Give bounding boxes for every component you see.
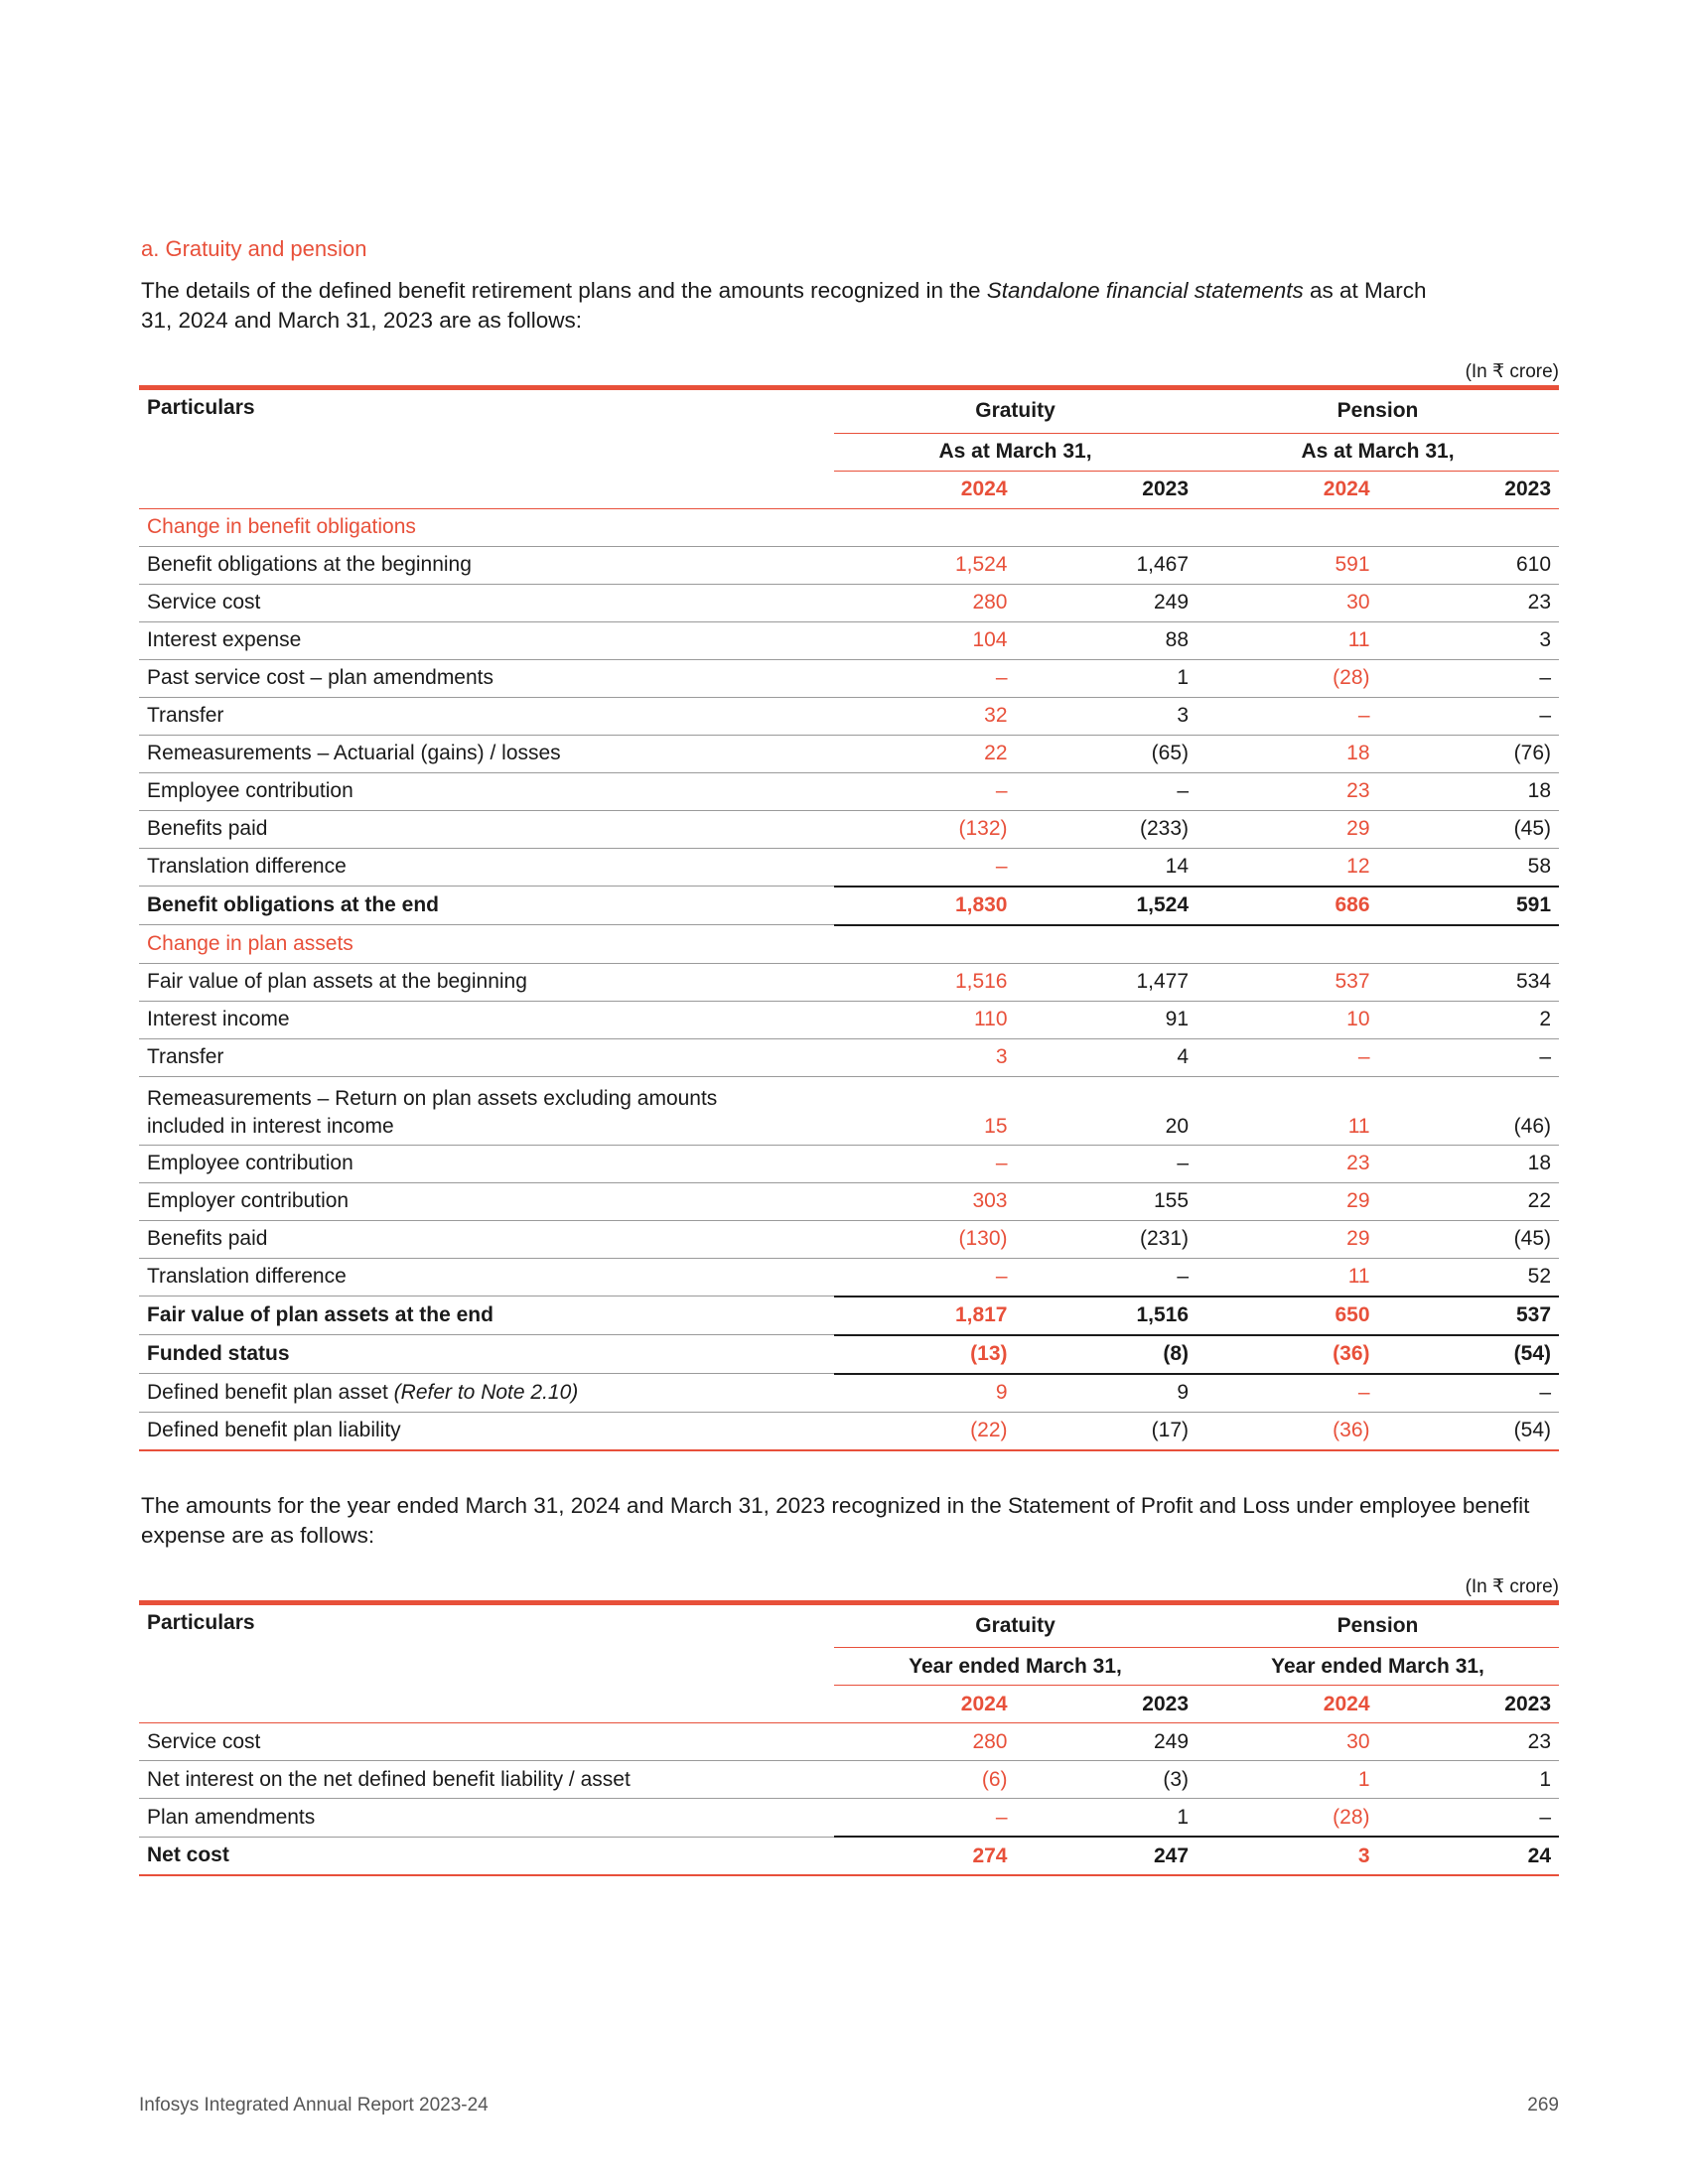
- row-label: [139, 1001, 834, 1038]
- table-row: [139, 1258, 1559, 1297]
- value-cell: 32: [834, 697, 1016, 735]
- value-cell: –: [1378, 1374, 1560, 1413]
- value-cell: [1016, 925, 1197, 964]
- table-row: [139, 1799, 1559, 1838]
- row-label-text: Defined benefit plan asset: [147, 1380, 394, 1404]
- value-cell: 3: [1196, 1837, 1378, 1875]
- row-label-text: Funded status: [147, 1342, 290, 1365]
- value-cell: 2: [1378, 1001, 1560, 1038]
- value-cell: 11: [1196, 1258, 1378, 1297]
- value-cell: –: [834, 659, 1016, 697]
- value-cell: –: [1016, 772, 1197, 810]
- value-cell: 591: [1196, 546, 1378, 584]
- value-cell: 30: [1196, 584, 1378, 621]
- value-cell: 1,524: [1016, 887, 1197, 925]
- table-row: [139, 848, 1559, 887]
- value-cell: (54): [1378, 1412, 1560, 1450]
- value-cell: 1,516: [1016, 1297, 1197, 1335]
- row-label: [139, 1335, 834, 1374]
- row-label: [139, 1799, 834, 1838]
- value-cell: –: [1378, 659, 1560, 697]
- intro-text-2: as at March 31, 2024 and March 31, 2023 are as follows:: [141, 278, 1427, 333]
- value-cell: 9: [1016, 1374, 1197, 1413]
- value-cell: (8): [1016, 1335, 1197, 1374]
- value-cell: 1,477: [1016, 963, 1197, 1001]
- row-label: [139, 887, 834, 925]
- value-cell: 11: [1196, 1076, 1378, 1145]
- sub-gratuity: Year ended March 31,: [834, 1648, 1196, 1686]
- value-cell: 24: [1378, 1837, 1560, 1875]
- row-label: [139, 697, 834, 735]
- row-label: [139, 1374, 834, 1413]
- row-label: [139, 1076, 834, 1145]
- row-label: [139, 1038, 834, 1076]
- value-cell: 11: [1196, 621, 1378, 659]
- value-cell: 1,516: [834, 963, 1016, 1001]
- value-cell: 23: [1196, 1145, 1378, 1182]
- row-label-text: Benefit obligations at the beginning: [147, 553, 472, 576]
- year-header: 2024: [1196, 471, 1378, 508]
- value-cell: –: [1016, 1145, 1197, 1182]
- value-cell: 1,467: [1016, 546, 1197, 584]
- value-cell: 610: [1378, 546, 1560, 584]
- intro-text-1: The details of the defined benefit retirement plans and the amounts recognized in the: [141, 278, 987, 303]
- table-row: [139, 1220, 1559, 1258]
- header-spacer: [139, 1648, 834, 1686]
- value-cell: 91: [1016, 1001, 1197, 1038]
- value-cell: (22): [834, 1412, 1016, 1450]
- value-cell: 247: [1016, 1837, 1197, 1875]
- row-label-text: Remeasurements – Return on plan assets excluding amounts: [147, 1086, 718, 1110]
- value-cell: 88: [1016, 621, 1197, 659]
- value-cell: 1: [1016, 659, 1197, 697]
- value-cell: 537: [1196, 963, 1378, 1001]
- year-header: 2024: [1196, 1686, 1378, 1723]
- section-title: a. Gratuity and pension: [141, 236, 367, 261]
- value-cell: –: [1378, 1038, 1560, 1076]
- net-cost-table: [139, 1600, 1559, 1877]
- category-row: [139, 508, 1559, 546]
- value-cell: (36): [1196, 1335, 1378, 1374]
- row-label-text: Transfer: [147, 1045, 224, 1068]
- value-cell: (132): [834, 810, 1016, 848]
- value-cell: [1378, 508, 1560, 546]
- table-row: [139, 584, 1559, 621]
- row-label-text: Service cost: [147, 591, 261, 614]
- value-cell: (46): [1378, 1076, 1560, 1145]
- value-cell: 9: [834, 1374, 1016, 1413]
- value-cell: 1: [1378, 1761, 1560, 1799]
- row-label: [139, 1145, 834, 1182]
- value-cell: (28): [1196, 659, 1378, 697]
- value-cell: [834, 925, 1016, 964]
- table-row: [139, 1182, 1559, 1220]
- year-header: 2024: [834, 471, 1016, 508]
- value-cell: (13): [834, 1335, 1016, 1374]
- row-label: [139, 963, 834, 1001]
- row-label-text: Fair value of plan assets at the end: [147, 1303, 493, 1326]
- value-cell: (17): [1016, 1412, 1197, 1450]
- row-label: [139, 546, 834, 584]
- footer-report-title: Infosys Integrated Annual Report 2023-24: [139, 2095, 489, 2116]
- header-spacer: [139, 433, 834, 471]
- value-cell: 249: [1016, 1723, 1197, 1761]
- row-label-text: Benefits paid: [147, 1227, 268, 1250]
- sub-pension: Year ended March 31,: [1196, 1648, 1559, 1686]
- row-label: [139, 621, 834, 659]
- table-row: [139, 1145, 1559, 1182]
- row-label-text: Interest income: [147, 1008, 290, 1030]
- value-cell: –: [1196, 1038, 1378, 1076]
- row-label: [139, 1837, 834, 1875]
- row-label: [139, 735, 834, 772]
- value-cell: 22: [1378, 1182, 1560, 1220]
- value-cell: 686: [1196, 887, 1378, 925]
- value-cell: 15: [834, 1076, 1016, 1145]
- row-label-text: Net interest on the net defined benefit liability / asset: [147, 1767, 631, 1791]
- value-cell: 18: [1378, 772, 1560, 810]
- value-cell: [1196, 925, 1378, 964]
- row-label: [139, 925, 834, 964]
- row-label-text: Change in benefit obligations: [147, 515, 416, 538]
- value-cell: 274: [834, 1837, 1016, 1875]
- value-cell: (45): [1378, 1220, 1560, 1258]
- value-cell: 12: [1196, 848, 1378, 887]
- col-particulars: Particulars: [139, 1602, 834, 1648]
- value-cell: (130): [834, 1220, 1016, 1258]
- table-row: [139, 1837, 1559, 1875]
- value-cell: 29: [1196, 810, 1378, 848]
- row-label-text: Change in plan assets: [147, 931, 353, 955]
- value-cell: 650: [1196, 1297, 1378, 1335]
- table-row: [139, 1038, 1559, 1076]
- group-gratuity: Gratuity: [834, 388, 1196, 434]
- row-label-text: Employer contribution: [147, 1189, 350, 1212]
- row-label-text: Plan amendments: [147, 1805, 316, 1829]
- value-cell: 3: [1378, 621, 1560, 659]
- value-cell: (231): [1016, 1220, 1197, 1258]
- value-cell: [1378, 925, 1560, 964]
- value-cell: [1016, 508, 1197, 546]
- table-row: [139, 810, 1559, 848]
- row-label-text: Benefit obligations at the end: [147, 893, 440, 916]
- page-content: [139, 236, 1559, 1876]
- value-cell: 29: [1196, 1182, 1378, 1220]
- table-row: [139, 1297, 1559, 1335]
- value-cell: [1196, 508, 1378, 546]
- value-cell: 20: [1016, 1076, 1197, 1145]
- table-row: [139, 1335, 1559, 1374]
- value-cell: –: [834, 772, 1016, 810]
- value-cell: –: [1196, 1374, 1378, 1413]
- year-header: 2023: [1016, 1686, 1197, 1723]
- row-label-text: Fair value of plan assets at the beginning: [147, 970, 527, 993]
- intro-text-italic: Standalone financial statements: [986, 278, 1304, 303]
- sub-pension: As at March 31,: [1196, 433, 1559, 471]
- row-label-text: Service cost: [147, 1729, 261, 1753]
- row-label-text: Benefits paid: [147, 817, 268, 840]
- value-cell: 280: [834, 1723, 1016, 1761]
- value-cell: (233): [1016, 810, 1197, 848]
- sub-gratuity: As at March 31,: [834, 433, 1196, 471]
- table-row: [139, 1374, 1559, 1413]
- table-row: [139, 1761, 1559, 1799]
- table-row: [139, 1001, 1559, 1038]
- value-cell: (3): [1016, 1761, 1197, 1799]
- row-label-text: Employee contribution: [147, 1152, 353, 1174]
- row-label: [139, 1761, 834, 1799]
- value-cell: 104: [834, 621, 1016, 659]
- table-row: [139, 772, 1559, 810]
- value-cell: –: [834, 848, 1016, 887]
- row-label: [139, 1182, 834, 1220]
- value-cell: 18: [1378, 1145, 1560, 1182]
- value-cell: 1: [1196, 1761, 1378, 1799]
- row-label: [139, 1297, 834, 1335]
- value-cell: –: [1016, 1258, 1197, 1297]
- row-label-text: Interest expense: [147, 628, 302, 651]
- value-cell: 3: [1016, 697, 1197, 735]
- value-cell: 10: [1196, 1001, 1378, 1038]
- table-row: [139, 659, 1559, 697]
- year-header: 2023: [1016, 471, 1197, 508]
- year-header: 2023: [1378, 1686, 1560, 1723]
- row-label-text: Past service cost – plan amendments: [147, 666, 494, 689]
- value-cell: 1: [1016, 1799, 1197, 1838]
- value-cell: –: [834, 1145, 1016, 1182]
- value-cell: 30: [1196, 1723, 1378, 1761]
- value-cell: 1,830: [834, 887, 1016, 925]
- table-row: [139, 546, 1559, 584]
- unit-label: (In ₹ crore): [1465, 361, 1559, 382]
- row-label-text: Defined benefit plan liability: [147, 1419, 401, 1441]
- value-cell: 280: [834, 584, 1016, 621]
- value-cell: 249: [1016, 584, 1197, 621]
- value-cell: (36): [1196, 1412, 1378, 1450]
- year-header: 2024: [834, 1686, 1016, 1723]
- value-cell: 18: [1196, 735, 1378, 772]
- value-cell: 23: [1196, 772, 1378, 810]
- table-row: [139, 887, 1559, 925]
- value-cell: 1,817: [834, 1297, 1016, 1335]
- row-label-note: (Refer to Note 2.10): [393, 1380, 579, 1404]
- row-label: [139, 1723, 834, 1761]
- value-cell: (6): [834, 1761, 1016, 1799]
- value-cell: 1,524: [834, 546, 1016, 584]
- value-cell: –: [834, 1258, 1016, 1297]
- row-label-text: Translation difference: [147, 855, 347, 879]
- row-label-text: Transfer: [147, 704, 224, 727]
- table-row: [139, 621, 1559, 659]
- value-cell: 23: [1378, 584, 1560, 621]
- row-label: [139, 1220, 834, 1258]
- value-cell: (45): [1378, 810, 1560, 848]
- row-label-text: Remeasurements – Actuarial (gains) / losses: [147, 742, 561, 764]
- row-label: [139, 1258, 834, 1297]
- value-cell: 58: [1378, 848, 1560, 887]
- value-cell: 52: [1378, 1258, 1560, 1297]
- header-spacer: [139, 471, 834, 508]
- value-cell: 14: [1016, 848, 1197, 887]
- row-label: [139, 772, 834, 810]
- value-cell: 23: [1378, 1723, 1560, 1761]
- row-label: [139, 1412, 834, 1450]
- row-label: [139, 810, 834, 848]
- value-cell: (76): [1378, 735, 1560, 772]
- table-row: [139, 697, 1559, 735]
- value-cell: 155: [1016, 1182, 1197, 1220]
- header-spacer: [139, 1686, 834, 1723]
- unit-label-2: (In ₹ crore): [1465, 1575, 1559, 1597]
- col-particulars: Particulars: [139, 388, 834, 434]
- table-row: [139, 963, 1559, 1001]
- value-cell: –: [1378, 697, 1560, 735]
- value-cell: 534: [1378, 963, 1560, 1001]
- value-cell: [834, 508, 1016, 546]
- value-cell: –: [834, 1799, 1016, 1838]
- value-cell: 4: [1016, 1038, 1197, 1076]
- value-cell: (28): [1196, 1799, 1378, 1838]
- value-cell: –: [1378, 1799, 1560, 1838]
- intro-paragraph-2: The amounts for the year ended March 31, 2024 and March 31, 2023 recognized in the Statement of Profit and Loss under employee benefit expense are as follows:: [141, 1492, 1530, 1548]
- value-cell: 591: [1378, 887, 1560, 925]
- group-pension: Pension: [1196, 388, 1559, 434]
- row-label: [139, 508, 834, 546]
- table-row: [139, 1076, 1559, 1145]
- group-pension: Pension: [1196, 1602, 1559, 1648]
- category-row: [139, 925, 1559, 964]
- year-header: 2023: [1378, 471, 1560, 508]
- group-gratuity: Gratuity: [834, 1602, 1196, 1648]
- value-cell: (65): [1016, 735, 1197, 772]
- value-cell: (54): [1378, 1335, 1560, 1374]
- value-cell: 29: [1196, 1220, 1378, 1258]
- value-cell: 303: [834, 1182, 1016, 1220]
- row-label-text: Translation difference: [147, 1265, 347, 1289]
- row-label-text: Net cost: [147, 1843, 229, 1867]
- row-label: [139, 848, 834, 887]
- value-cell: –: [1196, 697, 1378, 735]
- row-label: [139, 659, 834, 697]
- value-cell: 3: [834, 1038, 1016, 1076]
- row-label: [139, 584, 834, 621]
- intro-paragraph: [141, 276, 1452, 336]
- obligations-table: [139, 385, 1559, 1451]
- page-number: 269: [1527, 2095, 1559, 2116]
- row-label-text: Employee contribution: [147, 779, 353, 802]
- table-row: [139, 735, 1559, 772]
- table-row: [139, 1723, 1559, 1761]
- value-cell: 22: [834, 735, 1016, 772]
- row-label-text-2: included in interest income: [147, 1114, 394, 1138]
- table-row: [139, 1412, 1559, 1450]
- value-cell: 110: [834, 1001, 1016, 1038]
- value-cell: 537: [1378, 1297, 1560, 1335]
